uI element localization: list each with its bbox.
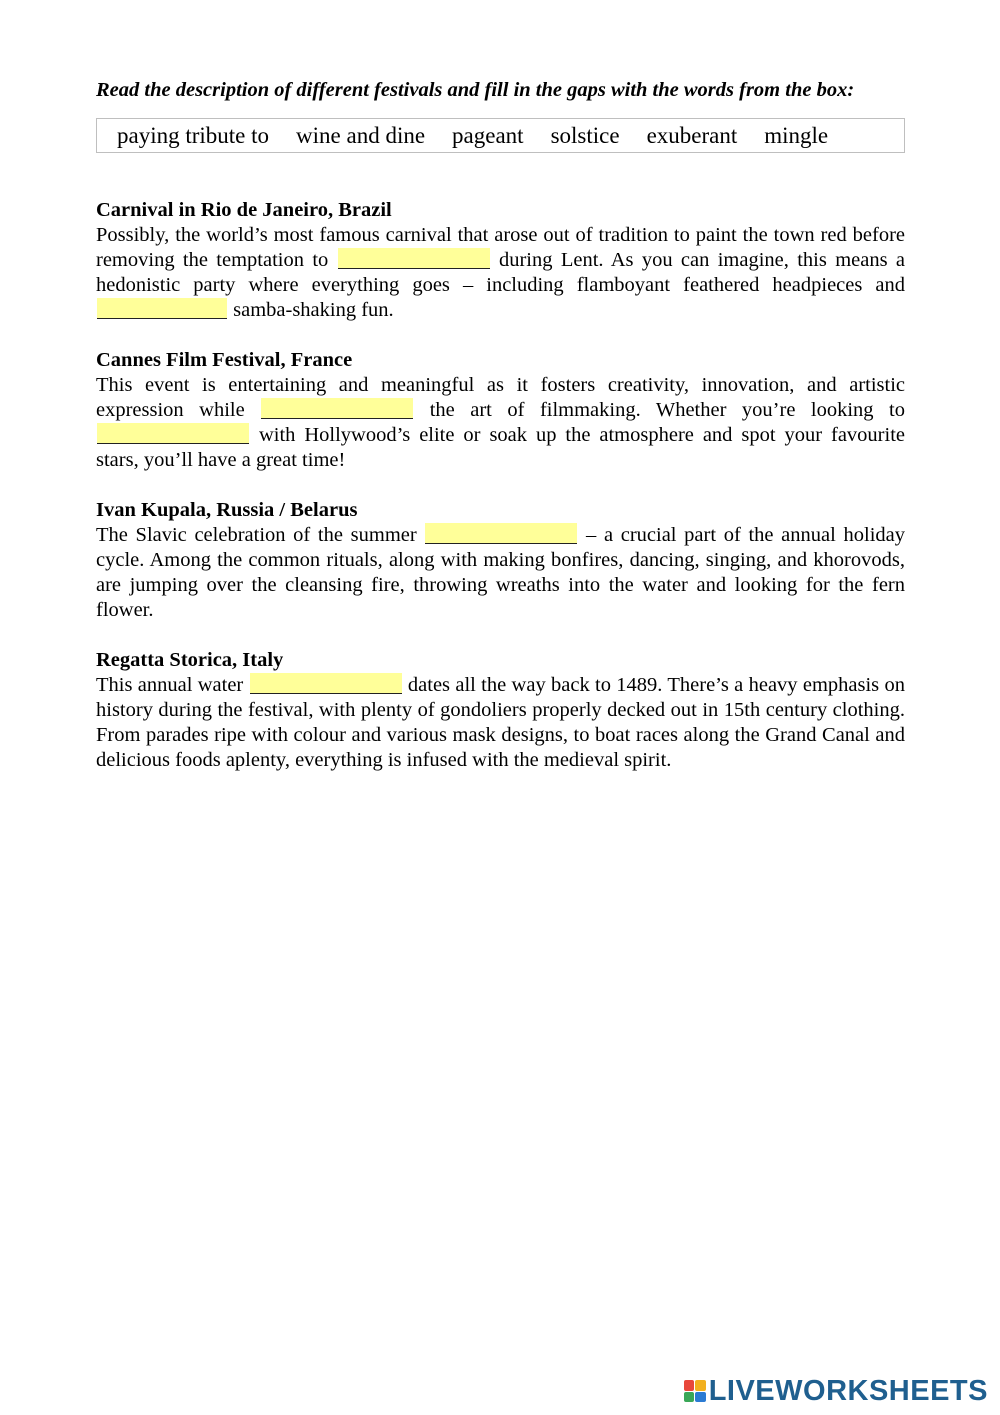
word-bank-item: pageant: [452, 122, 524, 148]
section-paragraph: [96, 523, 905, 623]
section-paragraph: [96, 223, 905, 323]
paragraph-text: the art of filmmaking. Whether you’re looking to: [414, 399, 905, 421]
paragraph-text: The Slavic celebration of the summer: [96, 524, 425, 546]
word-bank: [96, 118, 905, 153]
worksheet-page: [96, 74, 905, 773]
logo-tile: [684, 1392, 695, 1403]
gap-input-1[interactable]: [338, 248, 490, 269]
section-regatta-storica: [96, 648, 905, 773]
paragraph-text: This annual water: [96, 674, 249, 696]
word-bank-item: wine and dine: [296, 122, 426, 148]
paragraph-text: Possibly, the world’s most famous carnival that arose out of tradition to paint the town red before removing the temptation to: [96, 224, 905, 271]
paragraph-text: dates all the way back to 1489. There’s a heavy emphasis on history during the festival, with plenty of gondoliers properly decked out in 15th century clothing. From parades ripe with colour and various mask designs, to boat races along the Grand Canal and delicious foods aplenty, everything is infused with the medieval spirit.: [96, 674, 905, 771]
paragraph-text: samba-shaking fun.: [228, 299, 394, 321]
paragraph-text: – a crucial part of the annual holiday cycle. Among the common rituals, along with making bonfires, dancing, singing, and khorovods, are jumping over the cleansing fire, throwing wreaths into the water and looking for the fern flower.: [96, 524, 905, 621]
gap-input-4[interactable]: [97, 423, 249, 444]
section-cannes: [96, 348, 905, 473]
paragraph-text: with Hollywood’s elite or soak up the atmosphere and spot your favourite stars, you’ll have a great time!: [96, 424, 905, 471]
paragraph-text: This event is entertaining and meaningful as it fosters creativity, innovation, and artistic expression while: [96, 374, 905, 421]
word-bank-item: exuberant: [646, 122, 738, 148]
word-bank-item: mingle: [764, 122, 829, 148]
section-ivan-kupala: [96, 498, 905, 623]
word-bank-item: solstice: [550, 122, 620, 148]
section-rio-carnival: [96, 198, 905, 323]
logo-tile: [684, 1380, 695, 1391]
gap-input-2[interactable]: [97, 298, 227, 319]
section-paragraph: [96, 673, 905, 773]
section-paragraph: [96, 373, 905, 473]
paragraph-text: during Lent. As you can imagine, this means a hedonistic party where everything goes – including flamboyant feathered headpieces and: [96, 249, 906, 296]
gap-input-3[interactable]: [261, 398, 413, 419]
instruction-text: Read the description of different festivals and fill in the gaps with the words from the box:: [96, 79, 855, 101]
gap-input-5[interactable]: [425, 523, 577, 544]
logo-text: LIVEWORKSHEETS: [708, 1374, 988, 1407]
section-title: Cannes Film Festival, France: [96, 349, 353, 371]
section-title: Regatta Storica, Italy: [96, 649, 284, 671]
gap-input-6[interactable]: [250, 673, 402, 694]
logo-tile: [695, 1380, 706, 1391]
section-title: Carnival in Rio de Janeiro, Brazil: [96, 199, 392, 221]
word-bank-item: paying tribute to: [117, 122, 270, 148]
section-title: Ivan Kupala, Russia / Belarus: [96, 499, 358, 521]
liveworksheets-logo: [684, 1375, 988, 1407]
logo-tile: [695, 1392, 706, 1403]
liveworksheets-logo-icon: [684, 1380, 706, 1402]
